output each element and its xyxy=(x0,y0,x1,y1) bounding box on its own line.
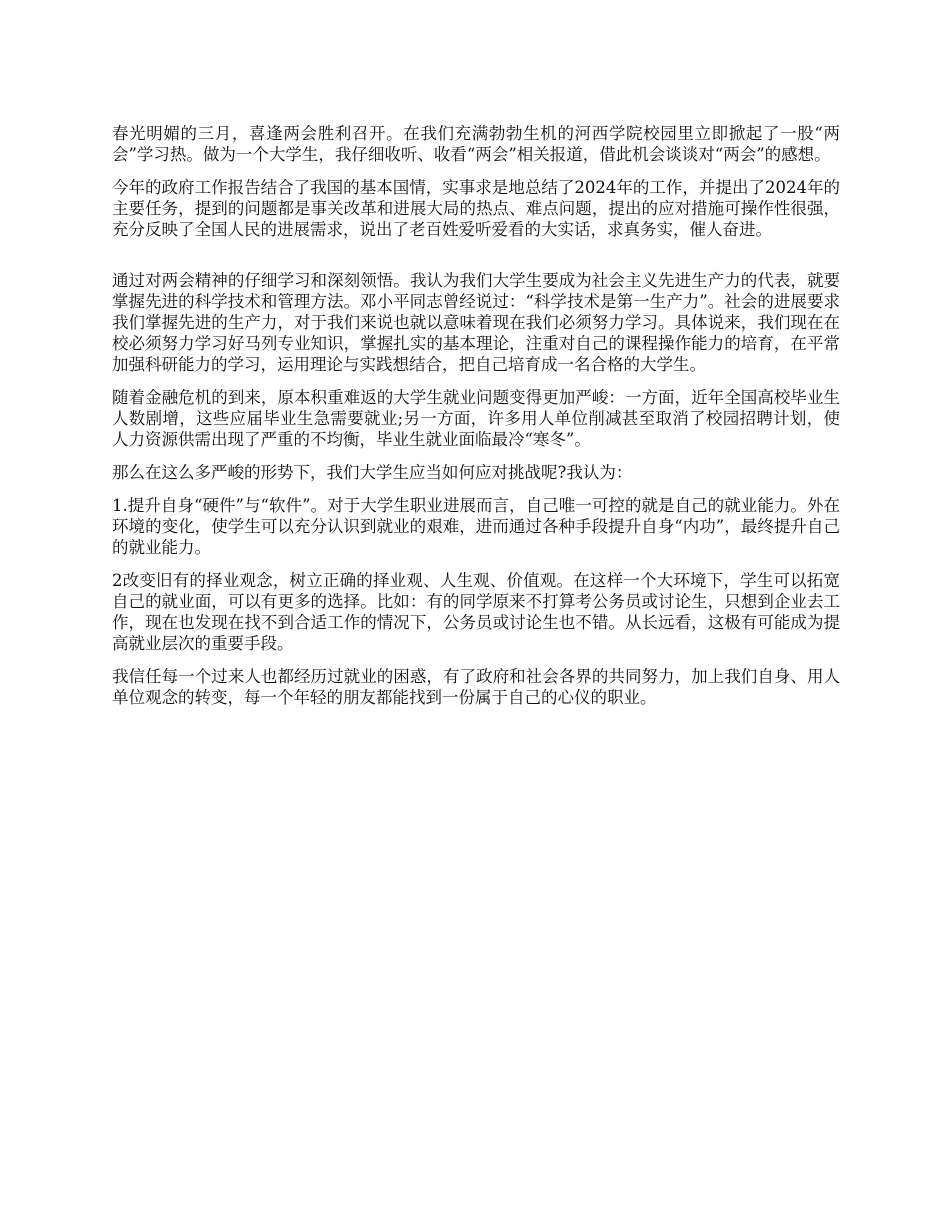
paragraph-intro: 春光明媚的三月，喜逢两会胜利召开。在我们充满勃勃生机的河西学院校园里立即掀起了一股“两会”学习热。做为一个大学生，我仔细收听、收看“两会”相关报道，借此机会谈谈对“两会”的感想。 xyxy=(112,124,840,164)
paragraph-question: 那么在这么多严峻的形势下，我们大学生应当如何应对挑战呢?我认为： xyxy=(112,463,633,482)
paragraph-employment: 随着金融危机的到来，原本积重难返的大学生就业问题变得更加严峻：一方面，近年全国高校毕业生人数剧增，这些应届毕业生急需要就业;另一方面，许多用人单位削减甚至取消了校园招聘计划，使人力资源供需出现了严重的不均衡，毕业生就业面临最冷“寒冬”。 xyxy=(112,388,840,449)
paragraph-report: 今年的政府工作报告结合了我国的基本国情，实事求是地总结了2024年的工作，并提出了2024年的主要任务，提到的问题都是事关改革和进展大局的热点、难点问题，提出的应对措施可操作性很强，充分反映了全国人民的进展需求，说出了老百姓爱听爱看的大实话，求真务实，催人奋进。 xyxy=(112,178,840,239)
paragraph-study: 通过对两会精神的仔细学习和深刻领悟。我认为我们大学生要成为社会主义先进生产力的代表，就要掌握先进的科学技术和管理方法。邓小平同志曾经说过：“科学技术是第一生产力”。社会的进展要求我们掌握先进的生产力，对于我们来说也就以意味着现在我们必须努力学习。具体说来，我们现在在校必须努力学习好马列专业知识，掌握扎实的基本理论，注重对自己的课程操作能力的培育，在平常加强科研能力的学习，运用理论与实践想结合，把自己培育成一名合格的大学生。 xyxy=(112,271,840,374)
document-body xyxy=(112,123,840,720)
paragraph-point-2: 2改变旧有的择业观念，树立正确的择业观、人生观、价值观。在这样一个大环境下，学生可以拓宽自己的就业面，可以有更多的选择。比如：有的同学原来不打算考公务员或讨论生，只想到企业去工作，现在也发现在找不到合适工作的情况下，公务员或讨论生也不错。从长远看，这极有可能成为提高就业层次的重要手段。 xyxy=(112,571,840,653)
paragraph-point-1: 1.提升自身“硬件”与“软件”。对于大学生职业进展而言，自己唯一可控的就是自己的就业能力。外在环境的变化，使学生可以充分认识到就业的艰难，进而通过各种手段提升自身“内功”，最终提升自己的就业能力。 xyxy=(112,496,840,557)
paragraph-conclusion: 我信任每一个过来人也都经历过就业的困惑，有了政府和社会各界的共同努力，加上我们自身、用人单位观念的转变，每一个年轻的朋友都能找到一份属于自己的心仪的职业。 xyxy=(112,667,840,707)
